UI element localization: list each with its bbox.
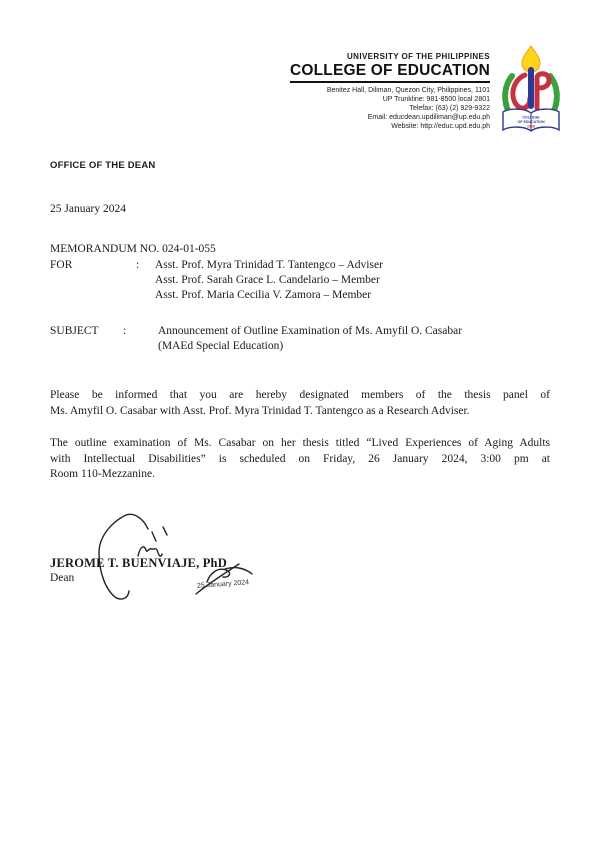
letterhead	[290, 52, 490, 131]
letterhead-address: Benitez Hall, Diliman, Quezon City, Philippines, 1101	[326, 87, 490, 94]
seal-book-text-college: COLLEGE	[522, 115, 540, 120]
paragraph-2-line-2: with Intellectual Disabilities” is scheduled on Friday, 26 January 2024, 3:00 pm at	[50, 452, 550, 465]
university-name: UNIVERSITY OF THE PHILIPPINES	[346, 52, 490, 61]
college-of-education-seal-icon	[498, 45, 564, 140]
letterhead-trunkline: UP Trunkline: 981-8500 local 2801	[382, 96, 490, 103]
paragraph-2-line-1: The outline examination of Ms. Casabar on her thesis titled “Lived Experiences of Aging Adults	[50, 437, 550, 449]
signatory-name: JEROME T. BUENVIAJE, PhD	[50, 556, 227, 570]
body-paragraph-2	[50, 436, 550, 483]
recipient-list	[155, 258, 383, 303]
paragraph-1-line-2: Ms. Amyfil O. Casabar with Asst. Prof. Myra Trinidad T. Tantengco as a Research Adviser.	[50, 404, 470, 417]
college-name: COLLEGE OF EDUCATION	[290, 62, 490, 83]
recipient-member-1: Asst. Prof. Sarah Grace L. Candelario – Member	[155, 274, 380, 286]
subject-label: SUBJECT	[50, 325, 99, 337]
document-date: 25 January 2024	[50, 203, 127, 215]
subject-text	[158, 324, 462, 354]
recipient-adviser: Asst. Prof. Myra Trinidad T. Tantengco – Adviser	[155, 259, 383, 271]
seal-monogram-p-icon	[537, 74, 549, 108]
seal-book-text-of-education: OF EDUCATION	[517, 120, 545, 124]
for-label: FOR	[50, 259, 73, 271]
paragraph-1-line-1: Please be informed that you are hereby designated members of the thesis panel of	[50, 389, 550, 401]
seal-monogram-u-icon	[513, 75, 530, 108]
recipient-member-2: Asst. Prof. Maria Cecilia V. Zamora – Member	[155, 289, 372, 301]
letterhead-website: Website: http://educ.upd.edu.ph	[391, 123, 490, 130]
letterhead-email: Email: educdean.updiliman@up.edu.ph	[367, 114, 490, 121]
body-paragraph-1	[50, 388, 550, 419]
subject-line-2: (MAEd Special Education)	[158, 340, 284, 352]
for-colon: :	[136, 259, 140, 271]
paragraph-2-line-3: Room 110-Mezzanine.	[50, 468, 155, 480]
subject-colon: :	[123, 325, 127, 337]
memo-number: MEMORANDUM NO. 024-01-055	[50, 243, 216, 255]
seal-book-text-year: 1918	[527, 124, 535, 129]
memo-subject-row	[50, 324, 462, 354]
letterhead-telefax: Telefax: (63) (2) 929-9322	[409, 105, 490, 112]
memo-for-row	[50, 258, 383, 303]
signatory-title: Dean	[50, 572, 75, 584]
subject-line-1: Announcement of Outline Examination of Ms. Amyfil O. Casabar	[158, 325, 463, 337]
signature-date-note: 25 January 2024	[196, 579, 250, 590]
seal-candle-icon	[528, 67, 534, 109]
office-label: OFFICE OF THE DEAN	[50, 160, 156, 171]
